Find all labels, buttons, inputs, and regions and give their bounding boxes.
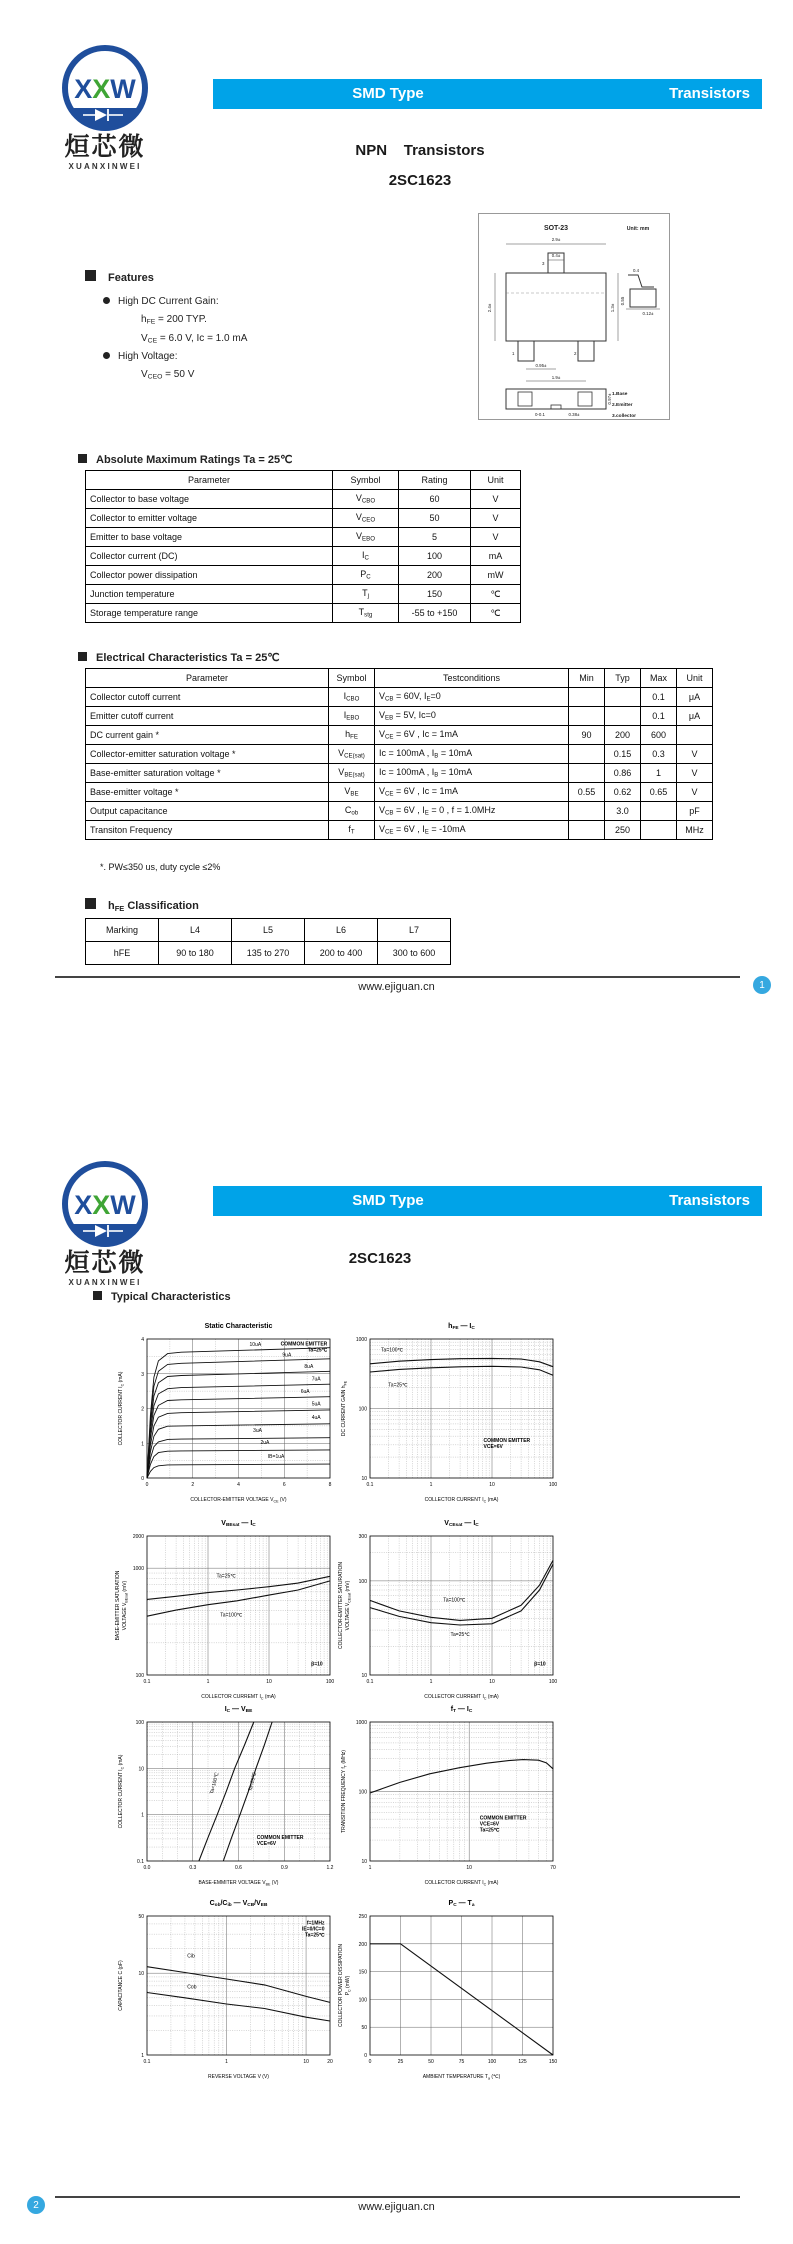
svg-text:10: 10 bbox=[489, 1679, 495, 1685]
svg-text:COLLECTOR CURREMT IC (mA): COLLECTOR CURREMT $I_C$ (mA) bbox=[201, 1694, 276, 1701]
feature-item bbox=[103, 296, 403, 344]
svg-text:IE=0/IC=0: IE=0/IC=0 bbox=[301, 1926, 325, 1933]
svg-text:125: 125 bbox=[518, 2059, 527, 2065]
svg-text:0.55: 0.55 bbox=[620, 296, 625, 306]
svg-text:1.3±: 1.3± bbox=[610, 303, 615, 313]
svg-text:Ta=100℃: Ta=100℃ bbox=[220, 1612, 243, 1619]
svg-text:AMBIENT TEMPERATURE Ta (℃): AMBIENT TEMPERATURE $T_a$ (℃) bbox=[422, 2074, 501, 2081]
svg-text:2000: 2000 bbox=[132, 1534, 144, 1540]
svg-text:2: 2 bbox=[141, 1406, 144, 1413]
svg-text:100: 100 bbox=[135, 1673, 144, 1679]
svg-text:PC (mW): $P_C$ (mW) bbox=[345, 1975, 352, 1996]
svg-text:4uA: 4uA bbox=[311, 1414, 321, 1421]
svg-text:0.97±: 0.97± bbox=[607, 393, 612, 405]
chart-canvas bbox=[335, 1717, 560, 1891]
svg-text:50: 50 bbox=[428, 2059, 434, 2065]
svg-text:COLLECTOR CURRENT IC (mA): COLLECTOR CURRENT $I_C$ (mA) bbox=[424, 1880, 499, 1887]
svg-text:VCE=6V: VCE=6V bbox=[256, 1841, 277, 1847]
svg-text:150: 150 bbox=[358, 1969, 367, 1976]
svg-text:0-0.1: 0-0.1 bbox=[534, 412, 546, 417]
svg-text:1.2: 1.2 bbox=[326, 1865, 334, 1871]
svg-text:10: 10 bbox=[361, 1476, 367, 1482]
svg-text:COMMON EMITTER: COMMON EMITTER bbox=[479, 1815, 527, 1822]
banner-smd-type-label: SMD Type bbox=[352, 1192, 424, 1209]
svg-text:Ta=25℃: Ta=25℃ bbox=[247, 1771, 259, 1793]
elec-footnote: *. PW≤350 us, duty cycle ≤2% bbox=[100, 862, 221, 872]
typical-characteristics-heading: Typical Characteristics bbox=[93, 1291, 231, 1303]
features-heading: Features bbox=[85, 270, 154, 284]
table-header-row: Marking L4 L5 L6 L7 bbox=[86, 919, 451, 942]
chart-title: Static Characteristic bbox=[204, 1323, 273, 1330]
svg-text:COLLECTOR CURRENT IC (mA): COLLECTOR CURRENT $I_C$ (mA) bbox=[424, 1497, 499, 1504]
svg-text:BASE-EMITTER SATURATION: BASE-EMITTER SATURATION bbox=[115, 1570, 121, 1641]
svg-text:1: 1 bbox=[141, 1812, 144, 1819]
svg-text:0.4: 0.4 bbox=[632, 268, 640, 273]
svg-text:f=1MHz: f=1MHz bbox=[306, 1920, 325, 1927]
elec-heading: Electrical Characteristics Ta = 25℃ bbox=[78, 651, 280, 664]
logo-english-name: XUANXINWEI bbox=[68, 1278, 142, 1288]
svg-text:100: 100 bbox=[548, 1482, 558, 1488]
svg-text:8: 8 bbox=[328, 1482, 332, 1488]
chart-canvas bbox=[112, 1717, 337, 1891]
svg-text:4: 4 bbox=[141, 1337, 144, 1343]
section-square-icon bbox=[85, 898, 96, 909]
svg-text:75: 75 bbox=[458, 2059, 465, 2065]
svg-text:70: 70 bbox=[550, 1865, 556, 1871]
company-logo-icon bbox=[59, 42, 151, 134]
chart-static-characteristic bbox=[112, 1323, 337, 1509]
table-row: Collector to base voltage $V_{CBO}$ 60 V bbox=[86, 490, 521, 509]
table-row: Collector-emitter saturation voltage * $V_{CE(sat)}$ Ic = 100mA , $I_B = 10mA$ 0.15 0.3 V bbox=[86, 745, 713, 764]
feature-title: High DC Current Gain: bbox=[118, 296, 219, 307]
table-row: Base-emitter saturation voltage * $V_{BE(sat)}$ Ic = 100mA , $I_B = 10mA$ 0.86 1 V bbox=[86, 764, 713, 783]
svg-text:100: 100 bbox=[358, 1789, 367, 1796]
table-row: Storage temperature range $T_{stg}$ -55 to +150 ℃ bbox=[86, 604, 521, 623]
svg-text:1.9±: 1.9± bbox=[551, 375, 561, 380]
svg-text:100: 100 bbox=[548, 1679, 558, 1685]
svg-text:β=10: β=10 bbox=[534, 1661, 546, 1668]
section-square-icon bbox=[78, 454, 87, 463]
table-row: Collector to emitter voltage $V_{CEO}$ 50 V bbox=[86, 509, 521, 528]
svg-text:3: 3 bbox=[542, 261, 545, 266]
svg-text:COMMON EMITTER: COMMON EMITTER bbox=[483, 1437, 531, 1444]
chart-title: $h_{FE}$ — $I_C$ bbox=[448, 1323, 475, 1332]
chart-canvas bbox=[335, 1531, 560, 1705]
chart-vcesat-ic bbox=[335, 1520, 560, 1706]
footer-rule bbox=[55, 2196, 740, 2198]
svg-text:100: 100 bbox=[358, 1578, 367, 1585]
svg-text:3uA: 3uA bbox=[253, 1428, 263, 1435]
table-row: Emitter to base voltage $V_{EBO}$ 5 V bbox=[86, 528, 521, 547]
svg-text:100: 100 bbox=[487, 2059, 497, 2065]
company-logo bbox=[50, 1158, 160, 1287]
feature-line: $V_{CEO} = 50$ V bbox=[141, 369, 195, 382]
svg-text:2: 2 bbox=[574, 351, 577, 356]
svg-text:2.4±: 2.4± bbox=[487, 303, 492, 313]
svg-text:XXW: XXW bbox=[74, 74, 136, 104]
feature-line: $h_{FE} = 200$ TYP. bbox=[141, 314, 207, 326]
svg-text:1: 1 bbox=[141, 2053, 144, 2059]
svg-text:COLLECTOR CURRENT IC (mA): COLLECTOR CURRENT $I_C$ (mA) bbox=[118, 1371, 125, 1446]
svg-text:150: 150 bbox=[548, 2059, 558, 2065]
svg-text:Unit: mm: Unit: mm bbox=[626, 226, 650, 232]
svg-text:1000: 1000 bbox=[355, 1337, 367, 1343]
svg-text:0.1: 0.1 bbox=[137, 1859, 144, 1865]
svg-text:IB=1uA: IB=1uA bbox=[267, 1453, 285, 1460]
svg-text:Ta=25℃: Ta=25℃ bbox=[450, 1632, 470, 1639]
chart-canvas bbox=[112, 1911, 337, 2085]
svg-text:10: 10 bbox=[361, 1673, 367, 1679]
svg-text:0.12±: 0.12± bbox=[642, 311, 654, 316]
svg-text:8uA: 8uA bbox=[304, 1364, 314, 1371]
bullet-icon bbox=[103, 352, 110, 359]
svg-text:50: 50 bbox=[138, 1914, 144, 1920]
svg-text:DC CURRENT GAIN hFE: DC CURRENT GAIN $h_{FE}$ bbox=[341, 1380, 348, 1437]
svg-text:Ta=25℃: Ta=25℃ bbox=[216, 1573, 236, 1580]
svg-text:COLLECTOR CURRENT IC (mA): COLLECTOR CURRENT $I_C$ (mA) bbox=[118, 1754, 125, 1829]
svg-text:1: 1 bbox=[225, 2059, 228, 2065]
svg-text:1: 1 bbox=[512, 351, 515, 356]
chart-hfe-ic bbox=[335, 1323, 560, 1509]
svg-text:1: 1 bbox=[429, 1482, 433, 1488]
svg-text:0.9: 0.9 bbox=[280, 1865, 288, 1871]
section-square-icon bbox=[78, 652, 87, 661]
chart-title: $C_{ob}/C_{ib}$ — $V_{CB}/V_{EB}$ bbox=[209, 1900, 268, 1909]
part-number-title: 2SC1623 bbox=[388, 172, 452, 189]
svg-text:1: 1 bbox=[206, 1679, 210, 1685]
svg-text:1: 1 bbox=[368, 1865, 372, 1871]
svg-text:Cib: Cib bbox=[187, 1953, 195, 1960]
svg-text:6: 6 bbox=[282, 1482, 286, 1488]
table-row: Junction temperature $T_j$ 150 ℃ bbox=[86, 585, 521, 604]
table-row: Collector cutoff current $I_{CBO}$ $V_{CB} = 60V$, $I_E=0$ 0.1 μA bbox=[86, 688, 713, 707]
svg-text:10: 10 bbox=[466, 1865, 472, 1871]
feature-item bbox=[103, 351, 403, 381]
svg-text:Ta=100℃: Ta=100℃ bbox=[381, 1347, 404, 1354]
banner-smd-type-label: SMD Type bbox=[352, 85, 424, 102]
svg-text:0.1: 0.1 bbox=[143, 1679, 151, 1685]
sot23-drawing bbox=[478, 213, 670, 420]
table-row: hFE 90 to 180 135 to 270 200 to 400 300 to 600 bbox=[86, 942, 451, 965]
svg-text:0.1: 0.1 bbox=[143, 2059, 151, 2065]
chart-ft-ic bbox=[335, 1706, 560, 1892]
table-header-row: Parameter Symbol Rating Unit bbox=[86, 471, 521, 490]
chart-title: $V_{BEsat}$ — $I_C$ bbox=[221, 1520, 256, 1529]
svg-text:10: 10 bbox=[266, 1679, 272, 1685]
chart-title: $f_T$ — $I_C$ bbox=[450, 1706, 473, 1715]
svg-text:200: 200 bbox=[358, 1941, 367, 1948]
svg-text:0: 0 bbox=[364, 2053, 367, 2059]
svg-text:SOT-23: SOT-23 bbox=[543, 225, 569, 232]
svg-text:COLLECTOR POWER DISSIPATION: COLLECTOR POWER DISSIPATION bbox=[338, 1943, 344, 2028]
svg-text:3.collector: 3.collector bbox=[612, 414, 636, 419]
chart-title: $V_{CEsat}$ — $I_C$ bbox=[444, 1520, 479, 1529]
svg-text:0.1: 0.1 bbox=[366, 1679, 374, 1685]
svg-text:Ta=25℃: Ta=25℃ bbox=[307, 1347, 328, 1354]
feature-title: High Voltage: bbox=[118, 351, 178, 363]
svg-text:20: 20 bbox=[327, 2059, 333, 2065]
svg-text:0.3: 0.3 bbox=[189, 1865, 197, 1871]
logo-chinese-name: 烜芯微 bbox=[64, 1249, 146, 1277]
svg-text:Ta=100℃: Ta=100℃ bbox=[209, 1771, 221, 1795]
banner-transistors-label: Transistors bbox=[669, 1192, 750, 1209]
svg-text:XXW: XXW bbox=[74, 1190, 136, 1220]
svg-text:0.95±: 0.95± bbox=[535, 363, 547, 368]
table-row: Output capacitance $C_{ob}$ $V_{CB} = 6V$ , $I_E = 0$ , f = 1.0MHz 3.0 pF bbox=[86, 802, 713, 821]
header-banner bbox=[213, 79, 762, 109]
svg-text:2.9±: 2.9± bbox=[551, 237, 561, 242]
table-row: Base-emitter voltage * $V_{BE}$ $V_{CE} = 6V$ , Ic = 1mA 0.55 0.62 0.65 V bbox=[86, 783, 713, 802]
svg-text:300: 300 bbox=[358, 1534, 367, 1540]
svg-text:BASE-EMMITER VOLTAGE VBE (V): BASE-EMMITER VOLTAGE $V_{BE}$ (V) bbox=[198, 1880, 279, 1887]
svg-text:Ta=100℃: Ta=100℃ bbox=[443, 1597, 466, 1604]
svg-text:10: 10 bbox=[138, 1971, 144, 1978]
svg-text:9uA: 9uA bbox=[282, 1352, 292, 1359]
svg-text:0: 0 bbox=[145, 1482, 149, 1488]
footer-rule bbox=[55, 976, 740, 978]
part-number-title: 2SC1623 bbox=[348, 1250, 412, 1267]
svg-text:1000: 1000 bbox=[132, 1566, 144, 1573]
chart-canvas bbox=[335, 1334, 560, 1508]
features-list bbox=[103, 290, 403, 388]
absolute-maximum-ratings-table bbox=[85, 470, 521, 623]
svg-text:0.6: 0.6 bbox=[235, 1865, 242, 1871]
section-square-icon bbox=[85, 270, 96, 281]
table-row: Collector current (DC) $I_C$ 100 mA bbox=[86, 547, 521, 566]
svg-text:COLLECTOR-EMITTER VOLTAGE VCE: COLLECTOR-EMITTER VOLTAGE $V_{CE}$ (V) bbox=[190, 1497, 287, 1504]
svg-text:25: 25 bbox=[397, 2059, 404, 2065]
svg-text:5uA: 5uA bbox=[311, 1401, 321, 1408]
svg-text:0.1: 0.1 bbox=[366, 1482, 374, 1488]
svg-text:10: 10 bbox=[303, 2059, 309, 2065]
svg-text:Ta=25℃: Ta=25℃ bbox=[304, 1932, 325, 1939]
svg-text:100: 100 bbox=[325, 1679, 335, 1685]
logo-english-name: XUANXINWEI bbox=[68, 162, 142, 172]
svg-text:Cob: Cob bbox=[187, 1984, 197, 1991]
svg-text:10: 10 bbox=[361, 1859, 367, 1865]
svg-text:10: 10 bbox=[138, 1766, 144, 1773]
chart-canvas bbox=[112, 1531, 337, 1705]
hfe-class-heading: $h_{FE}$ Classification bbox=[85, 898, 199, 913]
package-outline-drawing bbox=[478, 213, 670, 425]
svg-text:0.0: 0.0 bbox=[143, 1865, 151, 1871]
svg-text:VOLTAGE VBEsat (mV): VOLTAGE $V_{BEsat}$ (mV) bbox=[122, 1580, 129, 1631]
company-logo bbox=[50, 42, 160, 171]
svg-text:250: 250 bbox=[358, 1914, 367, 1920]
banner-transistors-label: Transistors bbox=[669, 85, 750, 102]
chart-vbesat-ic bbox=[112, 1520, 337, 1706]
chart-ic-vbe bbox=[112, 1706, 337, 1892]
svg-text:2uA: 2uA bbox=[260, 1439, 270, 1446]
header-banner bbox=[213, 1186, 762, 1216]
svg-text:COLLECTOR CURREMT IC (mA): COLLECTOR CURREMT $I_C$ (mA) bbox=[424, 1694, 499, 1701]
svg-text:1: 1 bbox=[141, 1441, 144, 1448]
svg-text:50: 50 bbox=[361, 2025, 367, 2032]
svg-text:1000: 1000 bbox=[355, 1720, 367, 1726]
svg-text:2.Emitter: 2.Emitter bbox=[612, 403, 633, 408]
svg-text:COMMON EMITTER: COMMON EMITTER bbox=[280, 1341, 328, 1348]
table-header-row: Parameter Symbol Testconditions Min Typ Max Unit bbox=[86, 669, 713, 688]
footer-url: www.ejiguan.cn bbox=[358, 981, 435, 993]
svg-text:VCE=6V: VCE=6V bbox=[483, 1444, 503, 1451]
company-logo-icon bbox=[59, 1158, 151, 1250]
svg-text:0.4±: 0.4± bbox=[551, 253, 561, 258]
svg-text:100: 100 bbox=[135, 1720, 144, 1726]
chart-canvas bbox=[112, 1334, 337, 1508]
chart-pc-ta bbox=[335, 1900, 560, 2086]
feature-line: $V_{CE} = 6.0$ V, Ic = 1.0 mA bbox=[141, 332, 248, 345]
table-row: Emitter cutoff current $I_{EBO}$ $V_{EB} = 5V$, Ic=0 0.1 μA bbox=[86, 707, 713, 726]
electrical-characteristics-table bbox=[85, 668, 713, 840]
svg-text:CAPACITANCE C (pF): CAPACITANCE C (pF) bbox=[118, 1960, 124, 2011]
svg-text:VCE=6V: VCE=6V bbox=[479, 1821, 500, 1828]
section-square-icon bbox=[93, 1291, 102, 1300]
svg-text:TRANSITION FREQUENCY fT (MHz: TRANSITION FREQUENCY $f_T$ (MHz) bbox=[341, 1750, 348, 1833]
page-number-badge: 1 bbox=[753, 976, 771, 994]
footer-url: www.ejiguan.cn bbox=[358, 2201, 435, 2213]
svg-text:Ta=25℃: Ta=25℃ bbox=[388, 1382, 408, 1389]
svg-text:REVERSE VOLTAGE V (V): REVERSE VOLTAGE V (V) bbox=[208, 2074, 269, 2080]
svg-text:1: 1 bbox=[429, 1679, 433, 1685]
svg-text:β=10: β=10 bbox=[311, 1661, 323, 1668]
svg-text:10: 10 bbox=[489, 1482, 495, 1488]
chart-cob-cib-voltage bbox=[112, 1900, 337, 2086]
amr-heading: Absolute Maximum Ratings Ta = 25℃ bbox=[78, 453, 292, 466]
logo-chinese-name: 烜芯微 bbox=[64, 133, 146, 161]
svg-text:100: 100 bbox=[358, 1997, 367, 2004]
table-row: DC current gain * $h_{FE}$ $V_{CE} = 6V$ , Ic = 1mA 90 200 600 bbox=[86, 726, 713, 745]
page-number-badge: 2 bbox=[27, 2196, 45, 2214]
svg-text:6uA: 6uA bbox=[300, 1389, 310, 1396]
svg-text:Ta=25℃: Ta=25℃ bbox=[479, 1827, 500, 1834]
svg-text:0: 0 bbox=[141, 1476, 144, 1482]
device-type-title: NPN Transistors bbox=[355, 142, 485, 159]
bullet-icon bbox=[103, 297, 110, 304]
chart-title: $I_C$ — $V_{BE}$ bbox=[224, 1706, 253, 1715]
svg-text:1.Base: 1.Base bbox=[612, 392, 628, 397]
table-row: Collector power dissipation $P_C$ 200 mW bbox=[86, 566, 521, 585]
svg-text:VOLTAGE VCEsat (mV): VOLTAGE $V_{CEsat}$ (mV) bbox=[345, 1580, 352, 1631]
chart-canvas bbox=[335, 1911, 560, 2085]
svg-text:COMMON EMITTER: COMMON EMITTER bbox=[256, 1834, 304, 1841]
svg-text:4: 4 bbox=[237, 1482, 240, 1488]
hfe-classification-table bbox=[85, 918, 451, 965]
svg-text:0.38±: 0.38± bbox=[568, 412, 580, 417]
svg-text:0: 0 bbox=[368, 2059, 372, 2065]
svg-text:10uA: 10uA bbox=[249, 1341, 262, 1348]
chart-title: $P_C$ — $T_a$ bbox=[448, 1900, 475, 1909]
svg-text:2: 2 bbox=[191, 1482, 195, 1488]
svg-text:3: 3 bbox=[141, 1371, 144, 1378]
svg-text:7uA: 7uA bbox=[311, 1376, 321, 1383]
table-row: Transiton Frequency $f_T$ $V_{CE} = 6V$ , $I_E = -10mA$ 250 MHz bbox=[86, 821, 713, 840]
svg-text:100: 100 bbox=[358, 1406, 367, 1413]
svg-text:COLLECTOR-EMITTER SATURATION: COLLECTOR-EMITTER SATURATION bbox=[338, 1562, 344, 1649]
